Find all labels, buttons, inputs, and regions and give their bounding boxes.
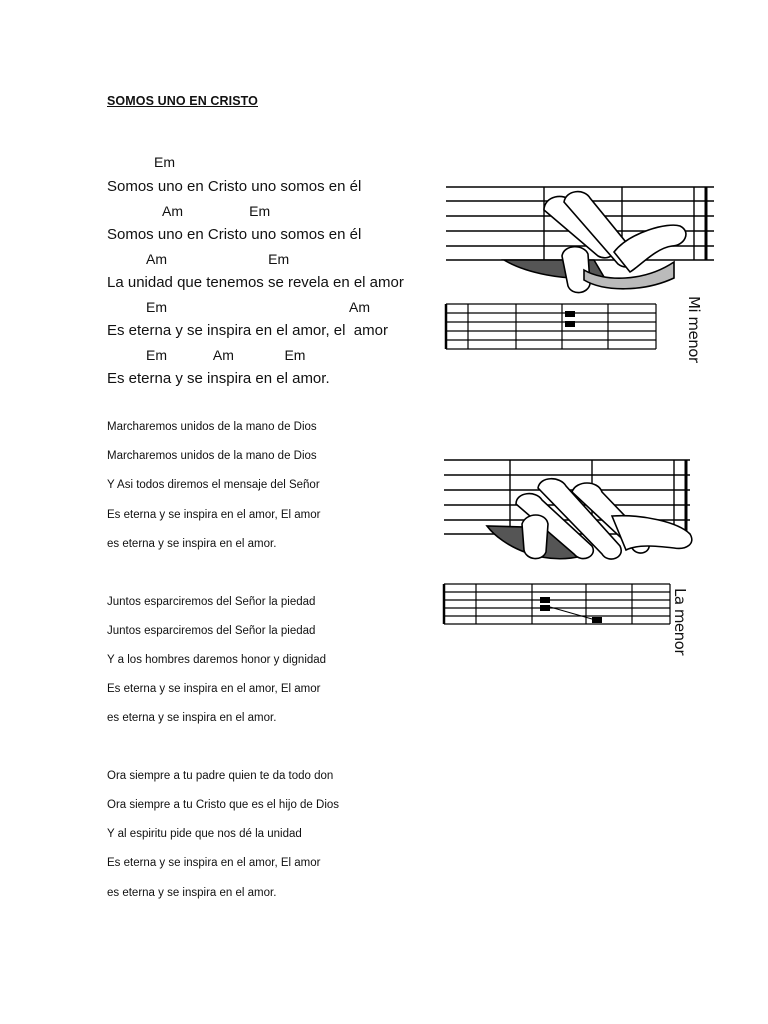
- chord-line: Am Em: [146, 251, 290, 267]
- lyric-line: es eterna y se inspira en el amor.: [107, 887, 277, 899]
- lyric-line: Ora siempre a tu padre quien te da todo don: [107, 770, 334, 782]
- lyric-line: Y Asi todos diremos el mensaje del Señor: [107, 479, 320, 491]
- chord-label: La menor: [671, 588, 689, 656]
- chord-line: Em: [154, 154, 175, 170]
- lyric-line: Somos uno en Cristo uno somos en él: [107, 226, 362, 243]
- chord-diagram-la-menor: [442, 456, 702, 656]
- chord-line: Em Am: [146, 299, 371, 315]
- lyric-line: Marcharemos unidos de la mano de Dios: [107, 421, 317, 433]
- lyric-line: es eterna y se inspira en el amor.: [107, 712, 277, 724]
- lyric-line: Y al espiritu pide que nos dé la unidad: [107, 828, 302, 840]
- lyric-line: Es eterna y se inspira en el amor, el amor: [107, 322, 388, 339]
- chord-label: Mi menor: [685, 296, 703, 363]
- lyric-line: Juntos esparciremos del Señor la piedad: [107, 596, 316, 608]
- lyric-line: Es eterna y se inspira en el amor, El amor: [107, 857, 321, 869]
- guitar-hand-chord-icon: [444, 182, 714, 362]
- lyric-line: es eterna y se inspira en el amor.: [107, 538, 277, 550]
- lyric-line: Juntos esparciremos del Señor la piedad: [107, 625, 316, 637]
- lyric-line: Es eterna y se inspira en el amor, El amor: [107, 683, 321, 695]
- song-title: SOMOS UNO EN CRISTO: [107, 94, 258, 108]
- lyric-line: Somos uno en Cristo uno somos en él: [107, 178, 362, 195]
- lyric-line: Y a los hombres daremos honor y dignidad: [107, 654, 327, 666]
- chord-diagram-mi-menor: [444, 182, 714, 362]
- lyric-line: Es eterna y se inspira en el amor, El amor: [107, 509, 321, 521]
- lyric-line: Marcharemos unidos de la mano de Dios: [107, 450, 317, 462]
- guitar-hand-chord-icon: [442, 456, 702, 636]
- lyric-line: La unidad que tenemos se revela en el amor: [107, 274, 404, 291]
- chord-line: Am Em: [162, 203, 271, 219]
- chord-line: Em Am Em: [146, 347, 306, 363]
- lyric-line: Es eterna y se inspira en el amor.: [107, 370, 330, 387]
- lyric-line: Ora siempre a tu Cristo que es el hijo de Dios: [107, 799, 340, 811]
